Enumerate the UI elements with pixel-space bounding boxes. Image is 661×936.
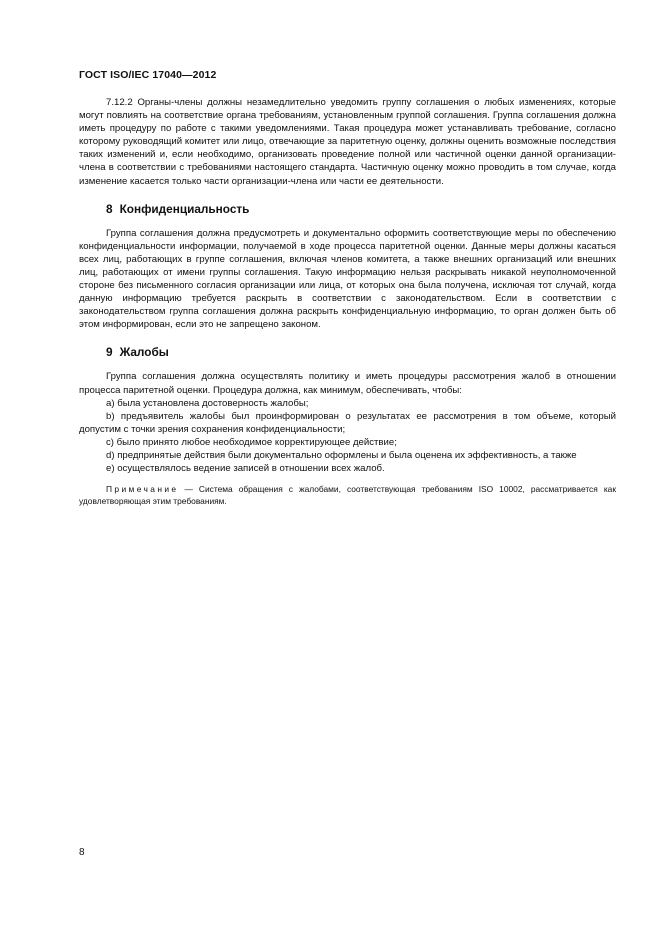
clause-7-12-2: 7.12.2 Органы-члены должны незамедлительно уведомить группу соглашения о любых изменениях, которые могут повлиять на соответствие органа требованиям, установленным группой соглашения. Группа соглашения должна иметь процедуру по работе с такими уведомлениями. Такая процедура может устанавливать требование, согласно которому руководящий комитет или лицо, отвечающие за паритетную оценку, должны оценить возможные последствия таких изменений и, если необходимо, организовать проведение полной или частичной оценки данной организации-члена в соответствии с требованиями настоящего стандарта. Частичную оценку можно проводить в том случае, когда изменение касается только части организации-члена или части ее деятельности. <box>79 97 616 187</box>
section-9-heading <box>106 345 616 359</box>
section-8-number: 8 <box>106 201 113 216</box>
list-item-b: b) предъявитель жалобы был проинформирован о результатах ее рассмотрения в том объеме, который допустим с точки зрения сохранения конфиденциальности; <box>79 410 616 435</box>
section-9-intro: Группа соглашения должна осуществлять политику и иметь процедуры рассмотрения жалоб в отношении процесса паритетной оценки. Процедура должна, как минимум, обеспечивать, чтобы: <box>79 371 616 396</box>
section-8-title: Конфиденциальность <box>119 201 250 216</box>
list-item-c: c) было принято любое необходимое корректирующее действие; <box>106 436 397 448</box>
page-content <box>79 96 616 516</box>
note-label: Примечание <box>106 484 179 495</box>
list-item-e: e) осуществлялось ведение записей в отношении всех жалоб. <box>106 463 385 475</box>
section-8-text: Группа соглашения должна предусмотреть и документально оформить соответствующие меры по обеспечению конфиденциальности информации, получаемой в ходе процесса паритетной оценки. Данные меры должны касаться всех лиц, работающих в группе соглашения, включая членов комитета, а также внешних организаций или внешних лиц, работающих от имени группы соглашения. Такую информацию нельзя раскрывать никакой неуполномоченной стороне без письменного согласия организации или лица, от которых она была получена, исключая тот случай, когда данную информацию требуется раскрыть в соответствии с законодательством. Если в соответствии с законодательством группа соглашения должна раскрыть конфиденциальную информацию, то орган должен быть об этом информирован, если это не запрещено законом. <box>79 227 616 331</box>
list-item-a: a) была установлена достоверность жалобы; <box>106 397 309 409</box>
section-9-title: Жалобы <box>119 345 169 360</box>
section-8-heading <box>106 202 616 216</box>
note-text: — Система обращения с жалобами, соответствующая требованиям ISO 10002, рассматривается как удовлетворяющая этим требованиям. <box>79 484 616 507</box>
standard-header: ГОСТ ISO/IEC 17040—2012 <box>79 69 217 81</box>
page-number: 8 <box>79 847 85 858</box>
complaints-note <box>79 483 616 507</box>
list-item-d: d) предпринятые действия были документально оформлены и была оценена их эффективность, а также <box>106 449 577 461</box>
section-9-number: 9 <box>106 345 113 360</box>
